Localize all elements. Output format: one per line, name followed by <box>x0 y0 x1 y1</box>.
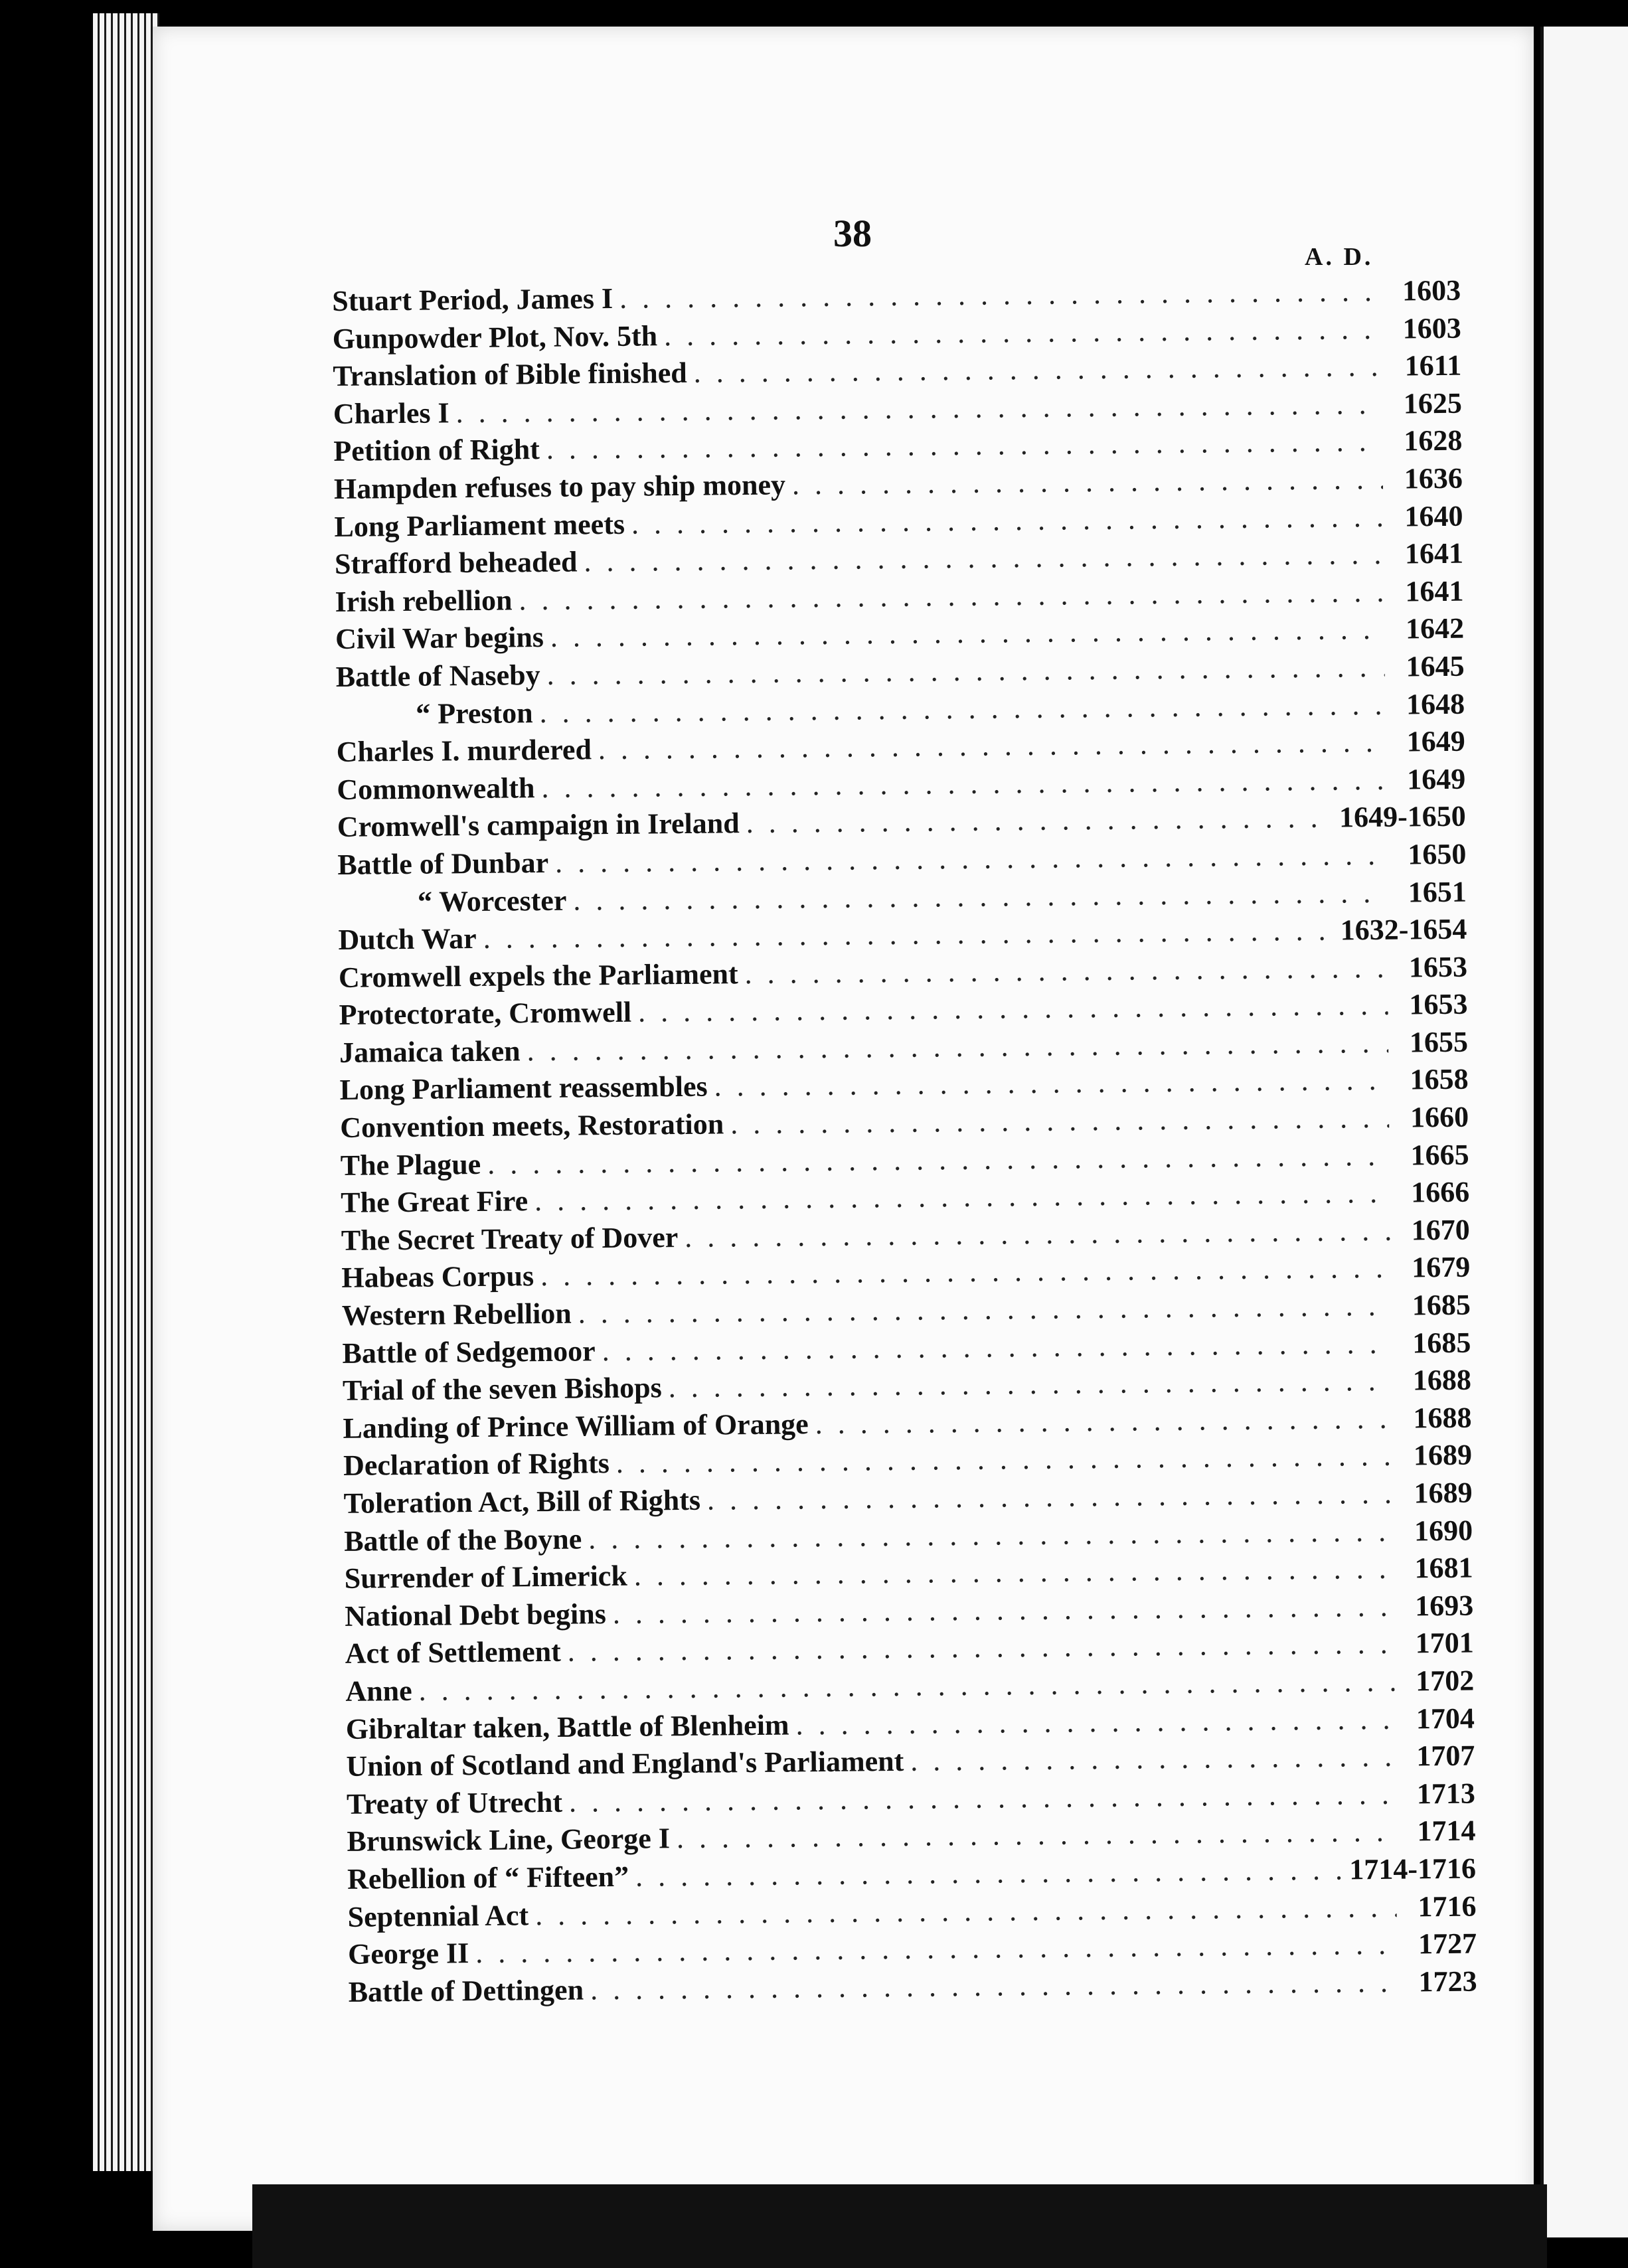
dot-leader <box>578 1289 1392 1331</box>
entry-year: 1679 <box>1412 1251 1471 1284</box>
entry-label: Long Parliament meets <box>334 507 625 543</box>
entry-label: Trial of the seven Bishops <box>342 1371 662 1408</box>
entry-label: Irish rebellion <box>335 584 513 618</box>
entry-year: 1649 <box>1406 762 1466 796</box>
dot-leader <box>792 462 1383 502</box>
dot-leader <box>588 1514 1393 1556</box>
entry-year: 1641 <box>1404 536 1464 570</box>
entry-label: Civil War begins <box>335 621 544 656</box>
dot-leader <box>707 1477 1393 1517</box>
dot-leader <box>598 725 1386 766</box>
entry-year: 1723 <box>1418 1965 1477 1998</box>
entry-year: 1655 <box>1409 1025 1469 1059</box>
entry-year: 1690 <box>1414 1514 1473 1548</box>
entry-label: Declaration of Rights <box>343 1447 610 1483</box>
entry-label: Jamaica taken <box>339 1034 521 1069</box>
entry-year: 1681 <box>1414 1551 1473 1585</box>
entry-year: 1688 <box>1413 1401 1472 1435</box>
entry-label: “ Worcester <box>417 884 567 918</box>
dot-leader <box>616 1439 1393 1480</box>
entry-label: Treaty of Utrecht <box>346 1785 563 1821</box>
dot-leader <box>714 1063 1388 1103</box>
entry-label: “ Preston <box>415 696 533 730</box>
entry-label: Septennial Act <box>347 1898 529 1933</box>
entry-year: 1693 <box>1414 1589 1474 1623</box>
dot-leader <box>550 612 1385 654</box>
entry-year: 1704 <box>1416 1702 1475 1735</box>
entry-label: Petition of Right <box>333 433 540 468</box>
entry-label: Stuart Period, James I <box>332 282 613 317</box>
dot-leader <box>910 1740 1396 1778</box>
chronology-list <box>332 274 1477 2013</box>
entry-label: Anne <box>345 1674 412 1708</box>
entry-label: Battle of Naseby <box>335 658 540 693</box>
dot-leader <box>540 1251 1391 1293</box>
dot-leader <box>590 1965 1398 2006</box>
dot-leader <box>584 537 1384 579</box>
entry-label: Charles I. murdered <box>336 733 592 769</box>
dot-leader <box>541 763 1386 805</box>
entry-label: Battle of Dunbar <box>337 846 549 881</box>
dot-leader <box>634 1552 1394 1593</box>
entry-year: 1645 <box>1406 649 1465 683</box>
entry-label: Charles I <box>333 396 449 430</box>
entry-year: 1648 <box>1406 687 1465 721</box>
entry-label: The Plague <box>340 1147 481 1182</box>
entry-year: 1651 <box>1408 875 1467 908</box>
dot-leader <box>744 950 1388 990</box>
entry-year: 1660 <box>1410 1100 1469 1134</box>
entry-label: Toleration Act, Bill of Rights <box>343 1483 701 1520</box>
entry-label: Landing of Prince William of Orange <box>343 1408 809 1445</box>
dot-leader <box>546 650 1384 692</box>
entry-label: Union of Scotland and England's Parliament <box>346 1744 904 1783</box>
entry-label: Protectorate, Cromwell <box>339 996 632 1032</box>
facing-page-edge <box>1544 27 1628 2237</box>
dot-leader <box>573 875 1387 917</box>
dot-leader <box>619 274 1382 315</box>
entry-year: 1641 <box>1405 574 1464 608</box>
entry-label: Western Rebellion <box>341 1297 572 1332</box>
entry-year: 1628 <box>1404 424 1463 457</box>
dot-leader <box>555 838 1387 880</box>
entry-label: Strafford beheaded <box>334 545 578 581</box>
entry-label: Long Parliament reassembles <box>339 1070 708 1107</box>
entry-year: 1670 <box>1411 1213 1470 1247</box>
entry-year: 1689 <box>1414 1476 1473 1510</box>
entry-year: 1649-1650 <box>1339 799 1467 834</box>
dot-leader <box>664 311 1382 352</box>
dot-leader <box>568 1627 1394 1668</box>
entry-label: Battle of Dettingen <box>348 1973 584 2008</box>
entry-year: 1632-1654 <box>1340 912 1467 947</box>
entry-year: 1649 <box>1406 724 1465 758</box>
entry-label: Act of Settlement <box>345 1635 562 1670</box>
entry-label: George II <box>347 1937 469 1971</box>
entry-year: 1716 <box>1418 1890 1477 1923</box>
entry-year: 1665 <box>1410 1138 1469 1172</box>
dot-leader <box>693 349 1382 390</box>
entry-label: Cromwell's campaign in Ireland <box>337 807 740 844</box>
dot-leader <box>613 1589 1394 1631</box>
entry-year: 1603 <box>1402 274 1461 307</box>
entry-year: 1689 <box>1413 1439 1473 1472</box>
entry-year: 1713 <box>1416 1777 1476 1811</box>
dot-leader <box>635 1852 1343 1893</box>
entry-label: Gunpowder Plot, Nov. 5th <box>332 319 658 355</box>
dot-leader <box>539 687 1385 729</box>
entry-year: 1603 <box>1402 311 1461 345</box>
dot-leader <box>730 1101 1389 1141</box>
entry-label: Battle of Sedgemoor <box>342 1334 596 1370</box>
dot-leader <box>746 801 1333 840</box>
entry-label: Dutch War <box>338 922 477 957</box>
entry-year: 1642 <box>1405 612 1465 645</box>
entry-label: National Debt begins <box>345 1597 607 1633</box>
dot-leader <box>669 1364 1392 1404</box>
entry-year: 1707 <box>1416 1739 1475 1773</box>
entry-label: Gibraltar taken, Battle of Blenheim <box>345 1708 789 1745</box>
entry-label: Surrender of Limerick <box>344 1560 628 1595</box>
entry-label: Rebellion of “ Fifteen” <box>347 1860 629 1896</box>
entry-year: 1636 <box>1404 461 1463 495</box>
entry-year: 1653 <box>1409 987 1468 1021</box>
entry-label: Hampden refuses to pay ship money <box>333 468 786 505</box>
entry-year: 1685 <box>1412 1288 1471 1322</box>
dot-leader <box>483 914 1334 955</box>
entry-year: 1688 <box>1412 1363 1472 1397</box>
dot-leader <box>546 424 1383 466</box>
page-bottom-shadow <box>252 2184 1547 2268</box>
page-number: 38 <box>833 212 872 255</box>
entry-year: 1685 <box>1412 1326 1471 1360</box>
entry-year: 1727 <box>1418 1927 1477 1961</box>
entry-year: 1625 <box>1403 386 1463 420</box>
entry-year: 1611 <box>1404 349 1462 382</box>
entry-label: Translation of Bible finished <box>333 357 687 393</box>
dot-leader <box>638 988 1388 1029</box>
dot-leader <box>602 1326 1391 1367</box>
page-edges <box>93 13 159 2171</box>
entry-year: 1653 <box>1408 950 1468 984</box>
entry-label: Habeas Corpus <box>341 1259 534 1295</box>
entry-year: 1640 <box>1404 499 1463 533</box>
entry-label: Convention meets, Restoration <box>339 1107 724 1145</box>
dot-leader <box>677 1815 1396 1855</box>
era-label: A. D. <box>1305 243 1374 271</box>
entry-label: The Great Fire <box>341 1184 529 1220</box>
entry-label: The Secret Treaty of Dover <box>341 1220 679 1257</box>
dot-leader <box>685 1214 1390 1254</box>
entry-label: Battle of the Boyne <box>343 1522 582 1558</box>
dot-leader <box>569 1777 1396 1819</box>
entry-year: 1701 <box>1415 1626 1474 1660</box>
dot-leader <box>795 1702 1395 1742</box>
entry-year: 1714 <box>1417 1814 1476 1848</box>
entry-year: 1666 <box>1410 1175 1470 1209</box>
entry-year: 1650 <box>1408 837 1467 871</box>
entry-label: Brunswick Line, George I <box>347 1822 671 1858</box>
entry-year: 1702 <box>1416 1664 1475 1698</box>
entry-year: 1658 <box>1410 1063 1469 1096</box>
dot-leader <box>815 1402 1392 1441</box>
entry-label: Commonwealth <box>337 771 535 806</box>
entry-year: 1714-1716 <box>1349 1852 1477 1886</box>
entry-label: Cromwell expels the Parliament <box>338 957 738 994</box>
dot-leader <box>631 499 1384 540</box>
